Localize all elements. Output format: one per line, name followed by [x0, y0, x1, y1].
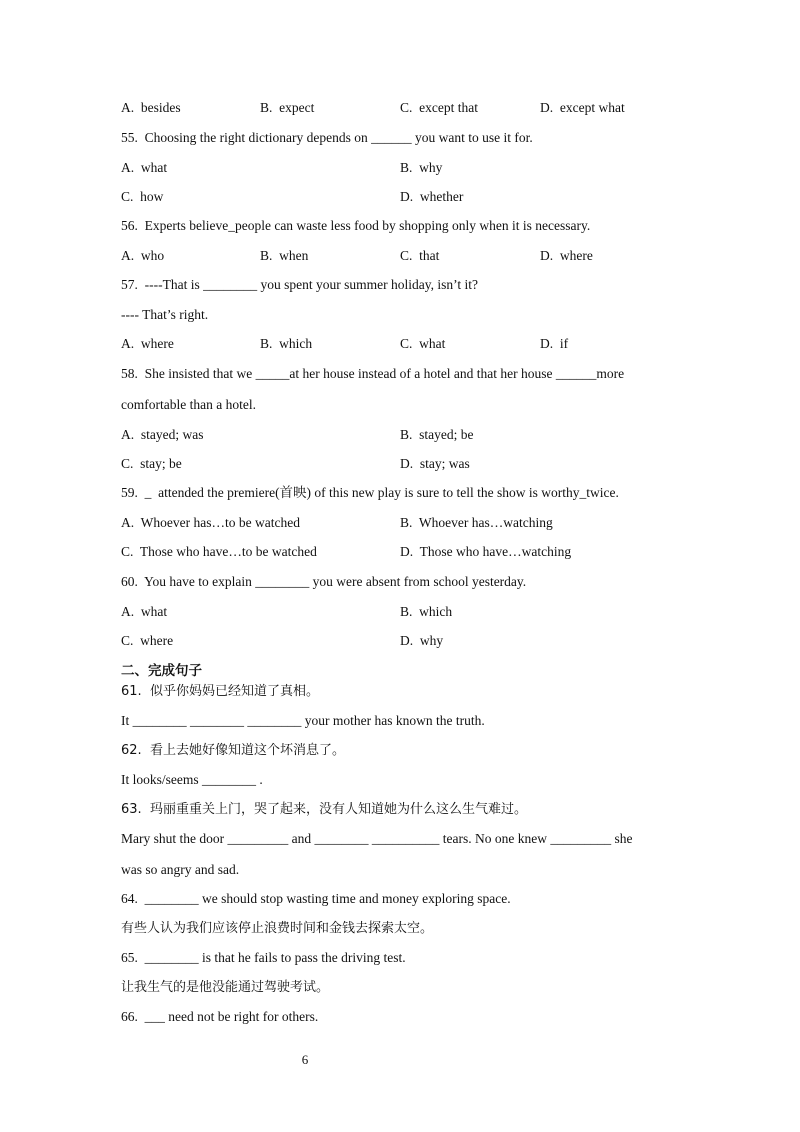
q54-option-c: C. except that — [400, 100, 478, 115]
q59-option-c: C. Those who have…to be watched — [121, 544, 317, 559]
q57-option-c: C. what — [400, 336, 446, 351]
q57-option-b: B. which — [260, 336, 313, 351]
q65-english: 65. ________ is that he fails to pass the driving test. — [121, 950, 406, 965]
q59-option-b: B. Whoever has…watching — [400, 515, 553, 530]
q56-option-b: B. when — [260, 248, 309, 263]
q62-chinese: 62. 看上去她好像知道这个坏消息了。 — [121, 743, 345, 758]
q58-stem-continued: comfortable than a hotel. — [121, 397, 256, 412]
q61-chinese: 61. 似乎你妈妈已经知道了真相。 — [121, 684, 319, 699]
q64-chinese: 有些人认为我们应该停止浪费时间和金钱去探索太空。 — [121, 921, 434, 936]
q57-option-a: A. where — [121, 336, 174, 351]
q54-option-d: D. except what — [540, 100, 625, 115]
q57-reply: ---- That’s right. — [121, 307, 209, 322]
q54-option-b: B. expect — [260, 100, 315, 115]
q58-stem: 58. She insisted that we _____at her house instead of a hotel and that her house ______more — [121, 366, 625, 381]
q59-option-d: D. Those who have…watching — [400, 544, 572, 559]
q55-stem: 55. Choosing the right dictionary depends on ______ you want to use it for. — [121, 130, 533, 145]
q62-english: It looks/seems ________ . — [121, 772, 263, 787]
q60-option-b: B. which — [400, 604, 453, 619]
q60-option-c: C. where — [121, 633, 174, 648]
q56-option-d: D. where — [540, 248, 593, 263]
q63-english: Mary shut the door _________ and ________ __________ tears. No one knew _________ she — [121, 831, 633, 846]
q65-chinese: 让我生气的是他没能通过驾驶考试。 — [121, 980, 330, 995]
q58-option-b: B. stayed; be — [400, 427, 474, 442]
q60-option-d: D. why — [400, 633, 444, 648]
q66-english: 66. ___ need not be right for others. — [121, 1009, 319, 1024]
q63-english-continued: was so angry and sad. — [121, 862, 240, 877]
q63-chinese: 63. 玛丽重重关上门，哭了起来，没有人知道她为什么这么生气难过。 — [121, 802, 527, 817]
q58-option-d: D. stay; was — [400, 456, 470, 471]
q58-option-a: A. stayed; was — [121, 427, 204, 442]
q60-option-a: A. what — [121, 604, 168, 619]
q59-option-a: A. Whoever has…to be watched — [121, 515, 300, 530]
q55-option-b: B. why — [400, 160, 443, 175]
page-number: 6 — [301, 1052, 309, 1067]
q61-english: It ________ ________ ________ your mother has known the truth. — [121, 713, 485, 728]
q55-option-d: D. whether — [400, 189, 464, 204]
q55-option-c: C. how — [121, 189, 164, 204]
q58-option-c: C. stay; be — [121, 456, 182, 471]
q64-english: 64. ________ we should stop wasting time and money exploring space. — [121, 891, 511, 906]
q56-option-c: C. that — [400, 248, 440, 263]
q57-stem: 57. ----That is ________ you spent your summer holiday, isn’t it? — [121, 277, 478, 292]
q56-stem: 56. Experts believe_people can waste less food by shopping only when it is necessary. — [121, 218, 591, 233]
section-heading: 二、完成句子 — [121, 663, 202, 679]
q57-option-d: D. if — [540, 336, 569, 351]
q55-option-a: A. what — [121, 160, 168, 175]
q56-option-a: A. who — [121, 248, 165, 263]
q54-option-a: A. besides — [121, 100, 181, 115]
q60-stem: 60. You have to explain ________ you were absent from school yesterday. — [121, 574, 527, 589]
q59-stem: 59. _ attended the premiere(首映) of this new play is sure to tell the show is worthy_twice. — [121, 485, 619, 500]
